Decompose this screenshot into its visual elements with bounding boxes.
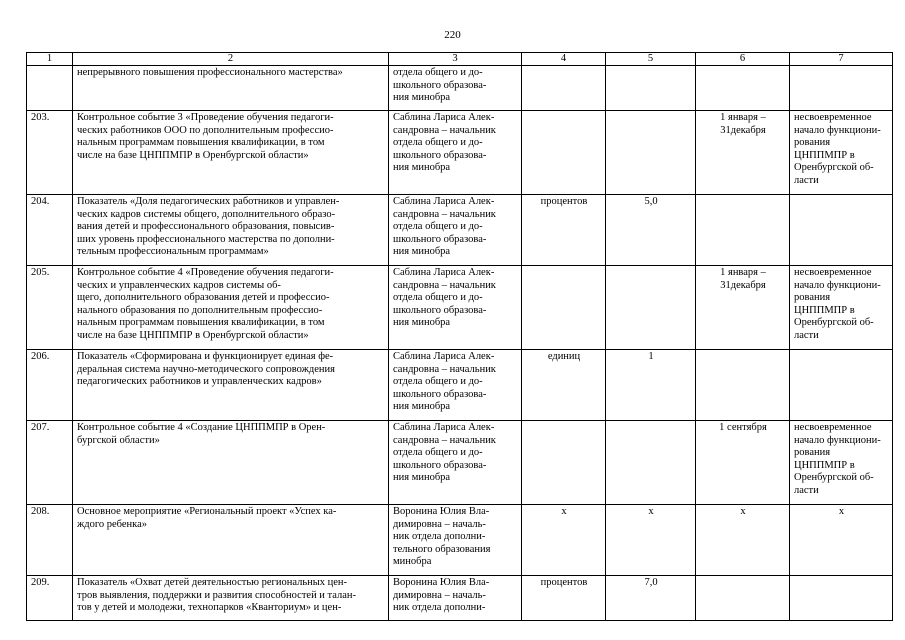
- row-description: Контрольное событие 4 «Создание ЦНППМПР в Орен- бургской области»: [73, 421, 389, 505]
- row-note: [790, 66, 893, 111]
- header-cell-3: 3: [389, 53, 522, 66]
- row-note: х: [790, 505, 893, 576]
- header-cell-6: 6: [696, 53, 790, 66]
- row-unit: процентов: [522, 576, 606, 621]
- table-row: [27, 505, 893, 576]
- row-responsible: Саблина Лариса Алек- сандровна – начальник отдела общего и до- школьного образова- ния минобра: [389, 195, 522, 266]
- row-value: [606, 266, 696, 350]
- row-description: Показатель «Сформирована и функционирует единая фе- деральная система научно-методического сопровождения педагогических работников и управленческих кадров»: [73, 350, 389, 421]
- row-note: [790, 195, 893, 266]
- row-description: Контрольное событие 4 «Проведение обучения педагоги- ческих и управленческих кадров системы об- щего, дополнительного образования детей и профессио- нального образования по дополнительным профессио- нальным программам повышения квалификации, в том числе на базе ЦНППМПР в Оренбургской области»: [73, 266, 389, 350]
- row-note: несвоевременное начало функциони- рования ЦНППМПР в Оренбургской об- ласти: [790, 421, 893, 505]
- plan-table: [26, 52, 893, 621]
- row-value: 7,0: [606, 576, 696, 621]
- row-date: [696, 66, 790, 111]
- row-date: 1 января – 31декабря: [696, 266, 790, 350]
- row-unit: [522, 421, 606, 505]
- table-row: [27, 195, 893, 266]
- table-row: [27, 421, 893, 505]
- table-row: [27, 350, 893, 421]
- page-number: 220: [444, 29, 461, 41]
- header-cell-7: 7: [790, 53, 893, 66]
- row-note: [790, 350, 893, 421]
- row-unit: х: [522, 505, 606, 576]
- row-date: 1 января – 31декабря: [696, 111, 790, 195]
- row-number: 208.: [27, 505, 73, 576]
- row-number: 207.: [27, 421, 73, 505]
- row-value: [606, 66, 696, 111]
- table-row: [27, 66, 893, 111]
- row-description: Контрольное событие 3 «Проведение обучения педагоги- ческих работников ООО по дополнительным профессио- нальным программам повышения квалификации, в том числе на базе ЦНППМПР в Оренбургской области»: [73, 111, 389, 195]
- row-note: [790, 576, 893, 621]
- row-unit: процентов: [522, 195, 606, 266]
- row-value: [606, 111, 696, 195]
- row-unit: [522, 111, 606, 195]
- row-value: х: [606, 505, 696, 576]
- table-row: [27, 576, 893, 621]
- row-date: [696, 350, 790, 421]
- row-unit: [522, 66, 606, 111]
- header-cell-1: 1: [27, 53, 73, 66]
- row-number: [27, 66, 73, 111]
- row-value: [606, 421, 696, 505]
- row-responsible: отдела общего и до- школьного образова- ния минобра: [389, 66, 522, 111]
- row-unit: единиц: [522, 350, 606, 421]
- row-responsible: Саблина Лариса Алек- сандровна – начальник отдела общего и до- школьного образова- ния минобра: [389, 111, 522, 195]
- table-row: [27, 111, 893, 195]
- table-row: [27, 266, 893, 350]
- header-row: [27, 53, 893, 66]
- row-responsible: Саблина Лариса Алек- сандровна – начальник отдела общего и до- школьного образова- ния минобра: [389, 421, 522, 505]
- row-description: Основное мероприятие «Региональный проект «Успех ка- ждого ребенка»: [73, 505, 389, 576]
- row-responsible: Воронина Юлия Вла- димировна – началь- ник отдела дополни- тельного образования минобра: [389, 505, 522, 576]
- row-date: [696, 576, 790, 621]
- header-cell-4: 4: [522, 53, 606, 66]
- row-number: 204.: [27, 195, 73, 266]
- header-cell-2: 2: [73, 53, 389, 66]
- row-description: Показатель «Охват детей деятельностью региональных цен- тров выявления, поддержки и развития способностей и талан- тов у детей и молодежи, технопарков «Кванториум» и цен-: [73, 576, 389, 621]
- row-value: 1: [606, 350, 696, 421]
- row-unit: [522, 266, 606, 350]
- row-date: [696, 195, 790, 266]
- row-description: Показатель «Доля педагогических работников и управлен- ческих кадров системы общего, дополнительного образо- вания детей и профессионального образования, повысив- ших уровень профессионального мастерства по дополни- тельным профессиональным программам»: [73, 195, 389, 266]
- row-note: несвоевременное начало функциони- рования ЦНППМПР в Оренбургской об- ласти: [790, 266, 893, 350]
- row-description: непрерывного повышения профессионального мастерства»: [73, 66, 389, 111]
- row-number: 206.: [27, 350, 73, 421]
- row-responsible: Воронина Юлия Вла- димировна – началь- ник отдела дополни-: [389, 576, 522, 621]
- row-number: 205.: [27, 266, 73, 350]
- header-cell-5: 5: [606, 53, 696, 66]
- row-date: 1 сентября: [696, 421, 790, 505]
- row-number: 209.: [27, 576, 73, 621]
- row-responsible: Саблина Лариса Алек- сандровна – начальник отдела общего и до- школьного образова- ния минобра: [389, 266, 522, 350]
- row-responsible: Саблина Лариса Алек- сандровна – начальник отдела общего и до- школьного образова- ния минобра: [389, 350, 522, 421]
- row-value: 5,0: [606, 195, 696, 266]
- row-date: х: [696, 505, 790, 576]
- row-note: несвоевременное начало функциони- рования ЦНППМПР в Оренбургской об- ласти: [790, 111, 893, 195]
- row-number: 203.: [27, 111, 73, 195]
